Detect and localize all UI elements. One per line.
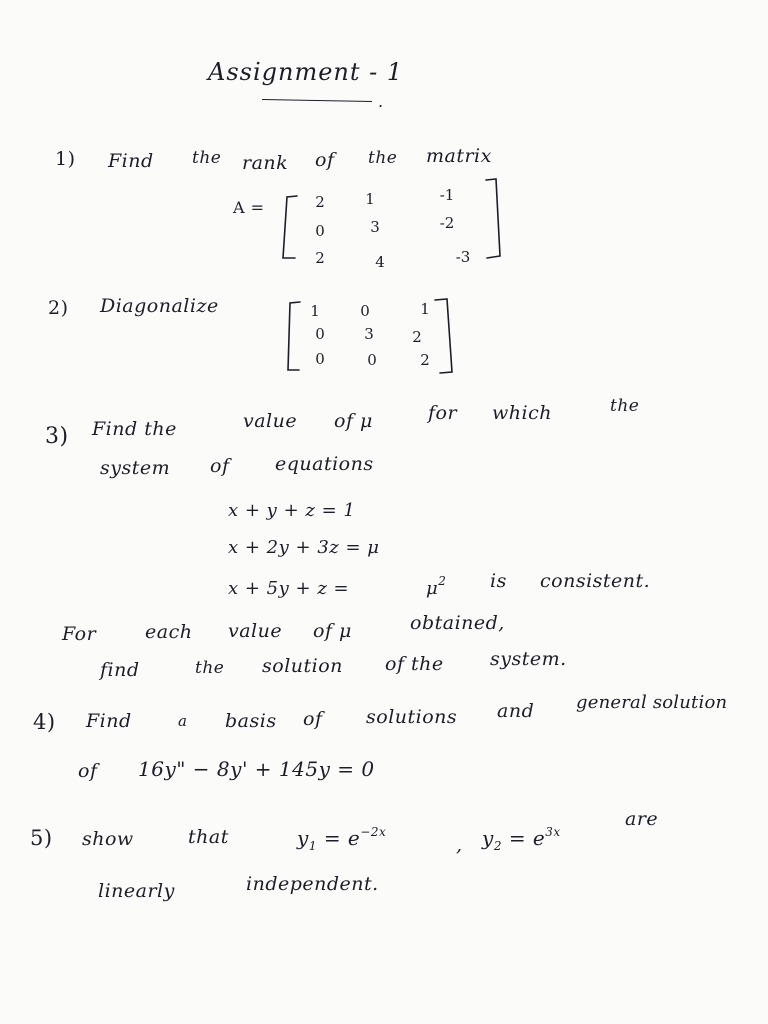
q2-cell-r2c2: 3 <box>364 325 374 343</box>
q1-cell-r3c1: 2 <box>315 249 325 267</box>
q4-word-basis: basis <box>225 710 277 732</box>
q5-y1-exponent: −2x <box>360 825 387 839</box>
q1-word-rank: rank <box>242 152 289 174</box>
q1-cell-r1c2: 1 <box>365 190 375 208</box>
q5-word-linearly: linearly <box>98 880 175 902</box>
q2-cell-r2c1: 0 <box>315 325 325 343</box>
q4-word-solutions: solutions <box>366 706 458 728</box>
q2-cell-r3c1: 0 <box>315 350 325 368</box>
q2-word-diagonalize: Diagonalize <box>100 295 219 317</box>
q3-line2-system: system <box>100 457 171 479</box>
q5-y2: y <box>482 826 494 850</box>
q2-cell-r1c2: 0 <box>360 302 370 320</box>
q3-line7-the: the <box>195 658 225 678</box>
q4-word-of-2: of <box>78 760 98 782</box>
q5-y1: y <box>297 826 309 850</box>
q3-number: 3) <box>45 424 69 449</box>
q3-equation-3: x + 5y + z = <box>228 578 350 599</box>
q3-equation-2: x + 2y + 3z = μ <box>228 537 380 558</box>
q5-y2-subscript: 2 <box>493 839 502 853</box>
q1-matrix-label: A = <box>233 198 265 217</box>
q3-line2-of: of <box>210 455 230 477</box>
q3-line1-find-the: Find the <box>92 418 177 440</box>
q1-word-find: Find <box>108 150 154 172</box>
q3-line1-value: value <box>243 410 298 432</box>
q3-line6-each: each <box>145 621 193 643</box>
q1-cell-r1c3: -1 <box>439 186 455 204</box>
q1-word-of: of <box>315 149 335 171</box>
q1-cell-r1c1: 2 <box>315 193 325 211</box>
page-title: Assignment - 1 <box>208 58 404 86</box>
q3-line1-of-mu: of μ <box>334 410 373 432</box>
q3-line2-equations: equations <box>275 453 374 475</box>
q1-cell-r2c1: 0 <box>315 222 325 240</box>
q1-cell-r3c2: 4 <box>375 253 385 271</box>
q4-word-and: and <box>497 700 535 722</box>
q5-number: 5) <box>30 826 53 850</box>
q2-cell-r3c2: 0 <box>367 351 377 369</box>
q4-word-a: a <box>178 712 188 730</box>
q2-cell-r1c1: 1 <box>310 302 320 320</box>
q3-line1-the: the <box>610 396 640 416</box>
q3-line1-for: for <box>428 402 458 424</box>
q3-equation-3-rhs <box>426 574 447 599</box>
q3-line6-value: value <box>228 620 283 642</box>
q3-line6-of-mu: of μ <box>313 620 352 642</box>
q3-equation-3-consistent: consistent. <box>540 570 651 592</box>
q3-line1-which: which <box>492 402 552 424</box>
q5-y1-expression <box>297 825 387 853</box>
q3-line7-system: system. <box>490 648 567 670</box>
q5-word-show: show <box>82 828 134 850</box>
q1-cell-r2c3: -2 <box>439 214 455 232</box>
q5-y2-expression <box>482 825 561 853</box>
q5-y1-subscript: 1 <box>308 839 317 853</box>
q4-ode: 16y" − 8y' + 145y = 0 <box>138 757 375 781</box>
q1-right-bracket <box>486 179 500 258</box>
q3-line7-find: find <box>100 659 140 681</box>
q3-line7-of-the: of the <box>385 653 444 675</box>
q1-number: 1) <box>55 148 76 170</box>
q2-cell-r3c3: 2 <box>420 351 430 369</box>
q2-right-bracket <box>435 299 452 373</box>
q4-word-find: Find <box>86 710 132 732</box>
q3-line7-solution: solution <box>262 655 343 677</box>
q1-word-the2: the <box>368 148 398 168</box>
q5-word-that: that <box>188 826 229 848</box>
q5-word-independent: independent. <box>246 873 379 895</box>
q5-comma: , <box>456 834 463 856</box>
q1-word-matrix: matrix <box>426 145 492 167</box>
q2-number: 2) <box>48 297 69 319</box>
q3-equation-3-is: is <box>490 570 507 592</box>
title-dot: . <box>378 92 384 111</box>
q3-line6-obtained: obtained, <box>410 612 505 634</box>
q4-word-of: of <box>303 708 323 730</box>
q5-y2-exponent: 3x <box>545 825 561 839</box>
q3-equation-3-mu: μ <box>426 578 439 599</box>
q3-equation-3-exponent: 2 <box>438 574 447 588</box>
q2-left-bracket <box>288 302 300 370</box>
q2-cell-r1c3: 1 <box>420 300 430 318</box>
q1-left-bracket <box>283 196 297 258</box>
q2-cell-r2c3: 2 <box>412 328 422 346</box>
q3-line6-for: For <box>62 623 97 645</box>
q4-number: 4) <box>33 710 56 734</box>
q5-word-are: are <box>625 808 659 830</box>
q1-word-the: the <box>192 148 222 168</box>
q1-cell-r3c3: -3 <box>455 248 471 266</box>
q4-word-general-solution: general solution <box>576 692 728 713</box>
q5-y1-equals-e: = e <box>323 826 361 850</box>
q1-cell-r2c2: 3 <box>370 218 380 236</box>
q5-y2-equals-e: = e <box>508 826 546 850</box>
q3-equation-1: x + y + z = 1 <box>228 500 356 521</box>
